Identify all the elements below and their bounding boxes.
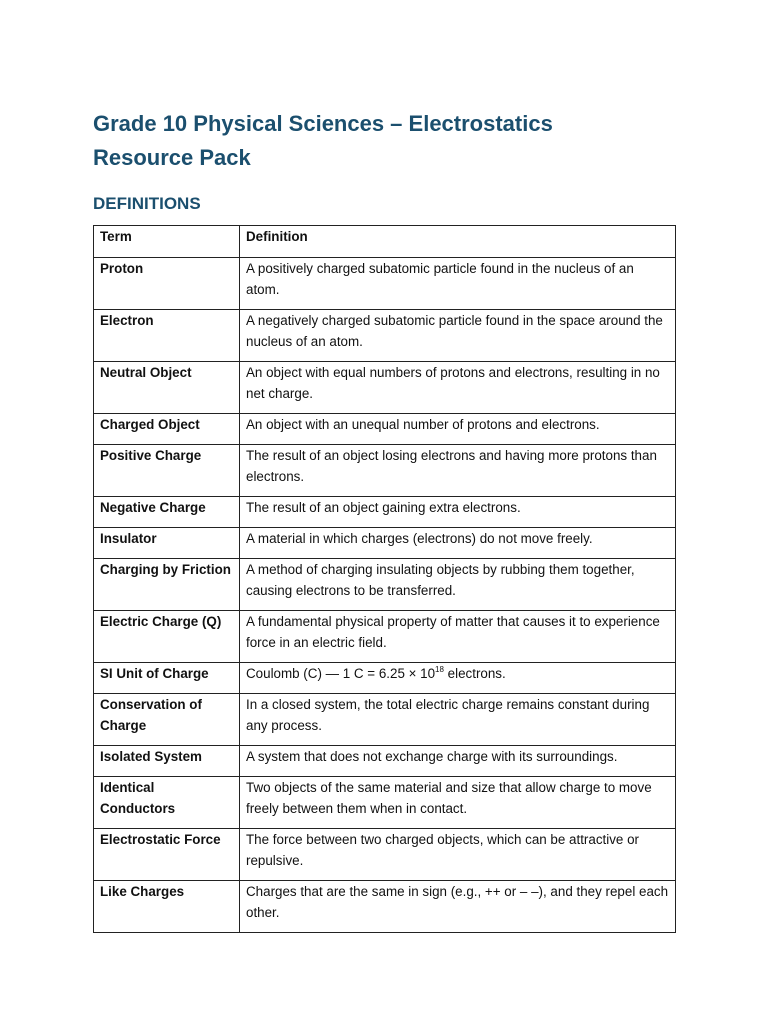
term-cell: Charging by Friction — [94, 559, 240, 611]
term-cell: Electrostatic Force — [94, 829, 240, 881]
table-row — [94, 445, 676, 497]
column-header-term: Term — [94, 226, 240, 258]
definition-cell: The force between two charged objects, which can be attractive or repulsive. — [240, 829, 676, 881]
term-cell: Insulator — [94, 528, 240, 559]
definition-cell: An object with an unequal number of protons and electrons. — [240, 414, 676, 445]
definition-text: electrons. — [443, 666, 506, 681]
table-row — [94, 310, 676, 362]
table-row — [94, 746, 676, 777]
term-cell: Electric Charge (Q) — [94, 611, 240, 663]
table-row — [94, 663, 676, 694]
term-cell: Isolated System — [94, 746, 240, 777]
definitions-table — [93, 225, 676, 933]
term-cell: Charged Object — [94, 414, 240, 445]
term-cell: Electron — [94, 310, 240, 362]
document-title — [93, 107, 675, 175]
table-row — [94, 611, 676, 663]
definition-cell: The result of an object losing electrons and having more protons than electrons. — [240, 445, 676, 497]
term-cell: Negative Charge — [94, 497, 240, 528]
term-cell: Identical Conductors — [94, 777, 240, 829]
table-row — [94, 258, 676, 310]
definition-cell: A method of charging insulating objects by rubbing them together, causing electrons to be transferred. — [240, 559, 676, 611]
document-title-line-2: Resource Pack — [93, 145, 251, 170]
term-cell: Neutral Object — [94, 362, 240, 414]
definition-cell: Two objects of the same material and size that allow charge to move freely between them when in contact. — [240, 777, 676, 829]
table-row — [94, 694, 676, 746]
definition-cell: The result of an object gaining extra electrons. — [240, 497, 676, 528]
table-row — [94, 777, 676, 829]
definition-cell: A material in which charges (electrons) do not move freely. — [240, 528, 676, 559]
term-cell: Positive Charge — [94, 445, 240, 497]
definition-cell — [240, 663, 676, 694]
definition-cell: An object with equal numbers of protons and electrons, resulting in no net charge. — [240, 362, 676, 414]
table-header-row — [94, 226, 676, 258]
column-header-definition: Definition — [240, 226, 676, 258]
definition-cell: A fundamental physical property of matter that causes it to experience force in an electric field. — [240, 611, 676, 663]
definition-cell: A negatively charged subatomic particle found in the space around the nucleus of an atom. — [240, 310, 676, 362]
term-cell: Conservation of Charge — [94, 694, 240, 746]
definition-cell: A positively charged subatomic particle found in the nucleus of an atom. — [240, 258, 676, 310]
section-heading-definitions: DEFINITIONS — [93, 194, 201, 213]
term-cell: SI Unit of Charge — [94, 663, 240, 694]
table-row — [94, 881, 676, 933]
document-page — [93, 107, 675, 933]
definition-cell: In a closed system, the total electric charge remains constant during any process. — [240, 694, 676, 746]
table-row — [94, 829, 676, 881]
document-title-line-1: Grade 10 Physical Sciences – Electrostatics — [93, 111, 553, 136]
table-row — [94, 362, 676, 414]
definition-cell: Charges that are the same in sign (e.g., ++ or – –), and they repel each other. — [240, 881, 676, 933]
term-cell: Proton — [94, 258, 240, 310]
table-row — [94, 497, 676, 528]
definition-text: Coulomb (C) — 1 C = 6.25 × 10 — [246, 666, 436, 681]
exponent: 18 — [435, 665, 444, 674]
table-row — [94, 414, 676, 445]
definition-cell: A system that does not exchange charge with its surroundings. — [240, 746, 676, 777]
table-row — [94, 528, 676, 559]
table-row — [94, 559, 676, 611]
term-cell: Like Charges — [94, 881, 240, 933]
